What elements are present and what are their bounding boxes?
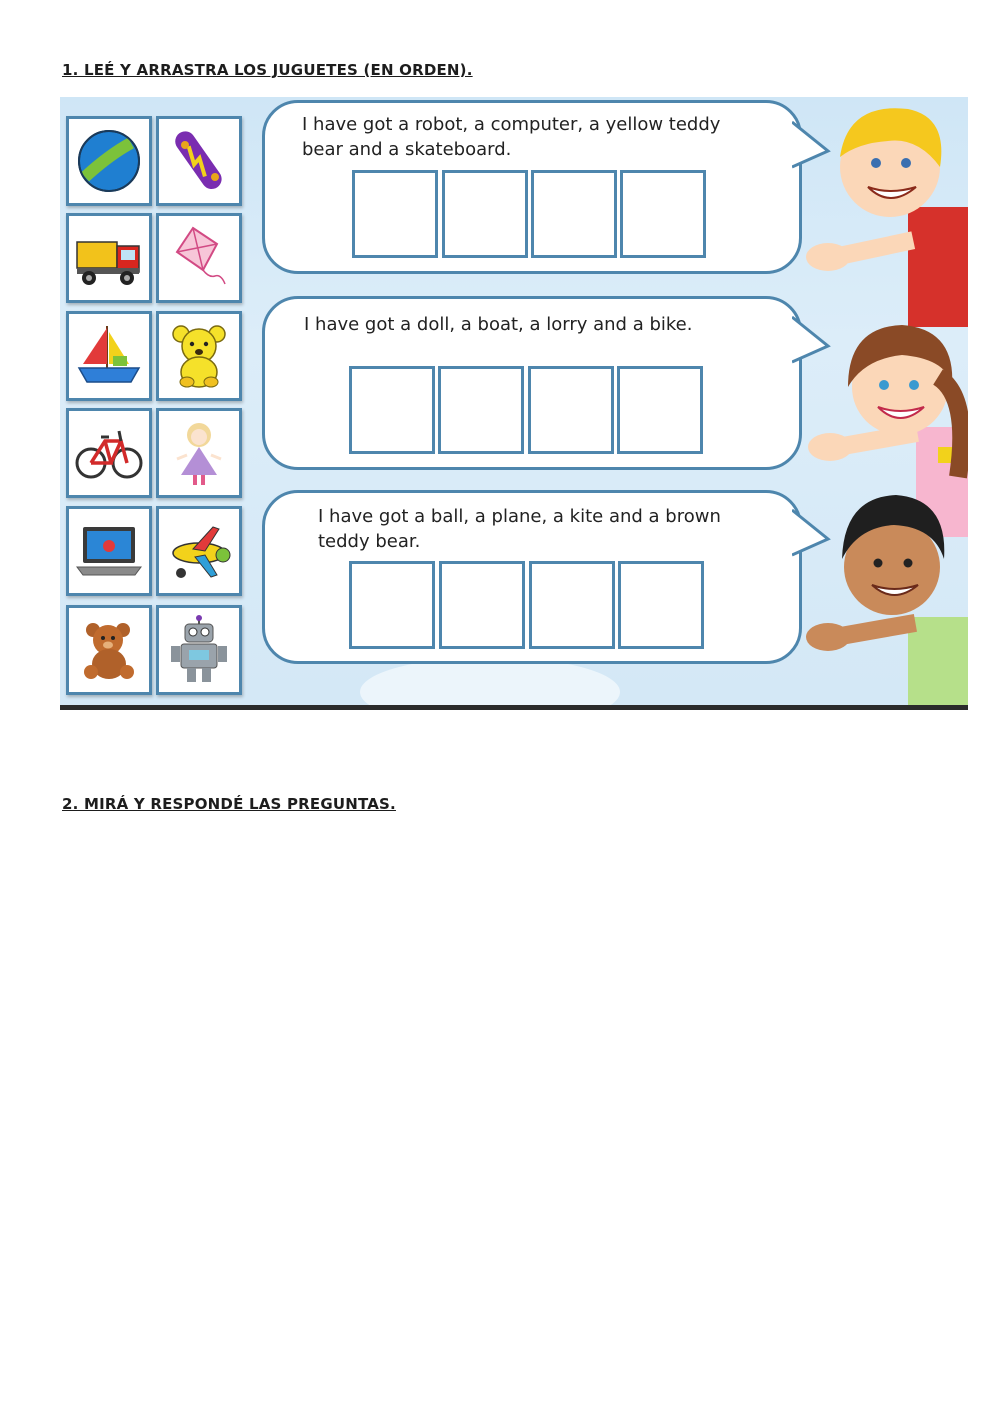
drop-box-2-4[interactable] [617,366,703,454]
toy-tile-brown-teddy[interactable] [66,605,152,695]
computer-icon [73,515,145,587]
drop-box-2-2[interactable] [438,366,524,454]
drop-box-1-1[interactable] [352,170,438,258]
lorry-icon [73,222,145,294]
bike-icon [73,417,145,489]
toy-tile-lorry[interactable] [66,213,152,303]
drop-box-3-4[interactable] [618,561,704,649]
toy-tile-ball[interactable] [66,116,152,206]
drop-box-1-2[interactable] [442,170,528,258]
drop-box-3-1[interactable] [349,561,435,649]
plane-icon [163,515,235,587]
boat-icon [73,320,145,392]
drop-box-2-1[interactable] [349,366,435,454]
toy-tile-yellow-teddy[interactable] [156,311,242,401]
drop-box-1-3[interactable] [531,170,617,258]
drop-box-3-3[interactable] [529,561,615,649]
robot-icon [163,614,235,686]
drop-box-1-4[interactable] [620,170,706,258]
cloud-decoration [360,657,620,710]
exercise-1-title: 1. LEÉ Y ARRASTRA LOS JUGUETES (EN ORDEN). [62,61,473,79]
bubble-3-text: I have got a ball, a plane, a kite and a brown teddy bear. [318,506,721,552]
yellow-teddy-bear-icon [163,320,235,392]
toy-tile-kite[interactable] [156,213,242,303]
toy-tile-bike[interactable] [66,408,152,498]
toy-tile-boat[interactable] [66,311,152,401]
toy-tile-doll[interactable] [156,408,242,498]
skateboard-icon [163,125,235,197]
bubble-2-text: I have got a doll, a boat, a lorry and a bike. [304,314,693,335]
bubble-1-text: I have got a robot, a computer, a yellow teddy bear and a skateboard. [302,114,721,160]
toy-tile-robot[interactable] [156,605,242,695]
drag-drop-activity [60,97,968,710]
toy-tile-plane[interactable] [156,506,242,596]
exercise-2-title: 2. MIRÁ Y RESPONDÉ LAS PREGUNTAS. [62,795,396,813]
drop-box-3-2[interactable] [439,561,525,649]
children-illustration [798,97,968,705]
brown-teddy-bear-icon [73,614,145,686]
kite-icon [163,222,235,294]
toy-tile-computer[interactable] [66,506,152,596]
toy-tile-skateboard[interactable] [156,116,242,206]
doll-icon [163,417,235,489]
ball-icon [73,125,145,197]
drop-box-2-3[interactable] [528,366,614,454]
